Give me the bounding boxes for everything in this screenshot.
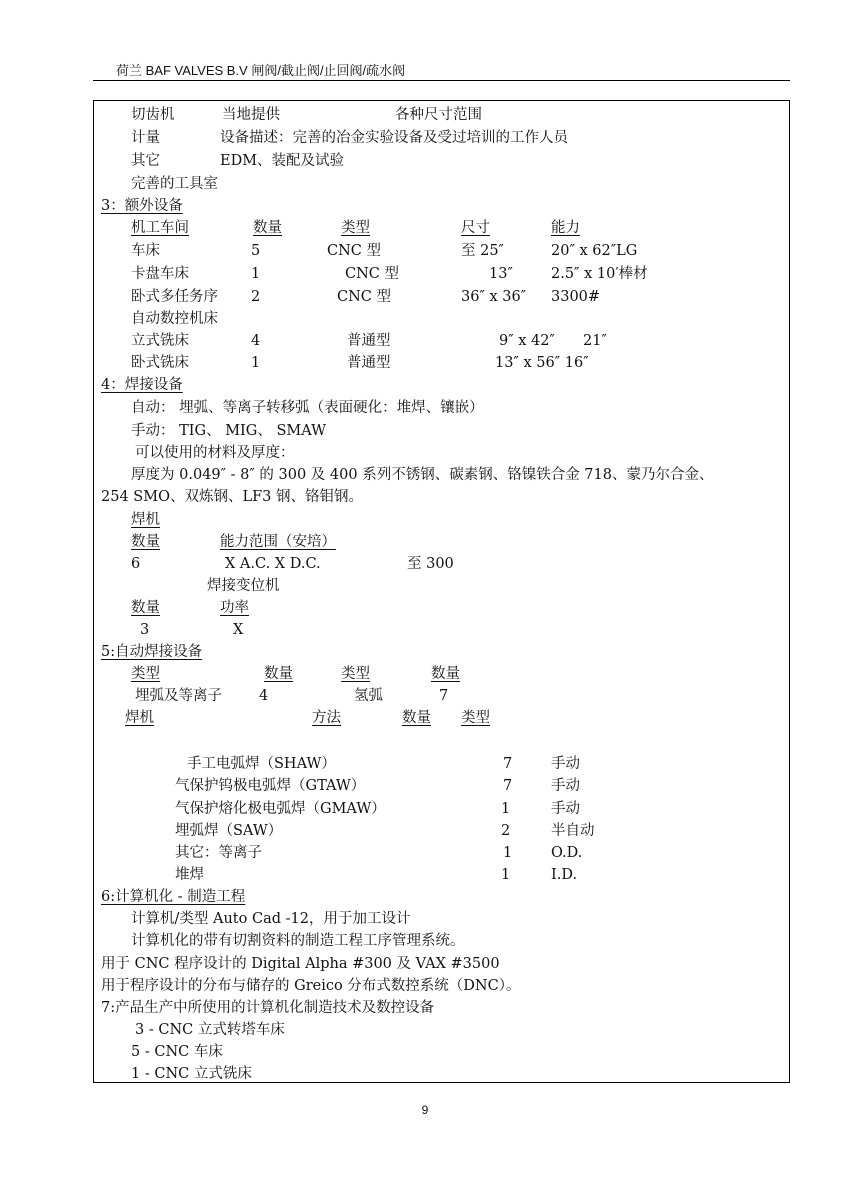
body-text: 自动： 埋弧、等离子转移弧（表面硬化：堆焊、镶嵌）	[131, 400, 484, 416]
body-text: X A.C. X D.C.	[225, 556, 321, 572]
body-text: 可以使用的材料及厚度：	[135, 445, 295, 461]
body-text: 手动	[551, 756, 580, 772]
body-text: 各种尺寸范围	[395, 107, 482, 123]
body-text: 计量	[131, 130, 160, 146]
body-text: 1	[251, 355, 261, 371]
heading-text: 类型	[341, 220, 370, 236]
body-text: 埋弧焊（SAW）	[175, 823, 283, 839]
body-text: 立式铣床	[131, 333, 189, 349]
body-text: X	[233, 622, 244, 638]
body-text: 埋弧及等离子	[135, 688, 222, 704]
body-text: 用于程序设计的分布与储存的 Greico 分布式数控系统（DNC）。	[101, 978, 521, 994]
body-text: 厚度为 0.049″ - 8″ 的 300 及 400 系列不锈钢、碳素钢、铬镍铁合金 718、蒙乃尔合金、	[131, 467, 714, 483]
body-text: 7	[439, 688, 449, 704]
body-text: 气保护钨极电弧焊（GTAW）	[175, 778, 366, 794]
heading-text: 数量	[131, 534, 160, 550]
body-text: 1	[501, 801, 511, 817]
page-number: 9	[421, 1103, 429, 1117]
heading-text: 尺寸	[461, 220, 490, 236]
heading-text: 数量	[431, 666, 460, 682]
body-text: CNC 型	[337, 289, 391, 305]
body-text: 36″ x 36″	[461, 289, 527, 305]
body-text: EDM、装配及试验	[220, 153, 345, 169]
body-text: 1	[501, 867, 511, 883]
body-text: 13″	[489, 266, 513, 282]
body-text: 21″	[583, 333, 607, 349]
body-text: 6	[131, 556, 141, 572]
body-text: 其它	[131, 153, 160, 169]
body-text: 设备描述：完善的冶金实验设备及受过培训的工作人员	[220, 130, 568, 146]
body-text: 卧式铣床	[131, 355, 189, 371]
body-text: 254 SMO、双炼钢、LF3 钢、铬钼钢。	[101, 489, 363, 505]
body-text: 切齿机	[131, 107, 175, 123]
heading-text: 焊机	[131, 512, 160, 528]
body-text: 2.5″ x 10′棒材	[551, 266, 648, 282]
heading-text: 3：额外设备	[101, 198, 183, 214]
body-text: 自动数控机床	[131, 311, 218, 327]
body-text: 5	[251, 243, 261, 259]
body-text: 20″ x 62″LG	[551, 243, 638, 259]
heading-text: 4：焊接设备	[101, 377, 183, 393]
body-text: 4	[251, 333, 261, 349]
body-text: 堆焊	[175, 867, 204, 883]
body-text: 手动	[551, 801, 580, 817]
heading-text: 类型	[461, 710, 490, 726]
body-text: 普通型	[347, 333, 391, 349]
body-text: 7:产品生产中所使用的计算机化制造技术及数控设备	[101, 1000, 435, 1016]
body-text: 13″ x 56″ 16″	[495, 355, 589, 371]
body-text: 当地提供	[222, 107, 280, 123]
body-text: 卡盘车床	[131, 266, 189, 282]
body-text: 手动	[551, 778, 580, 794]
heading-text: 数量	[264, 666, 293, 682]
body-text: 7	[503, 756, 513, 772]
body-text: 1	[251, 266, 261, 282]
body-text: 9″ x 42″	[499, 333, 555, 349]
heading-text: 数量	[253, 220, 282, 236]
body-text: CNC 型	[327, 243, 381, 259]
heading-text: 机工车间	[131, 220, 189, 236]
body-text: I.D.	[551, 867, 578, 883]
heading-text: 能力	[551, 220, 580, 236]
page-header: 荷兰 BAF VALVES B.V 闸阀/截止阀/止回阀/疏水阀	[116, 63, 406, 78]
heading-text: 5:自动焊接设备	[101, 644, 203, 660]
body-text: 2	[501, 823, 511, 839]
body-text: 3	[140, 622, 150, 638]
body-text: 车床	[131, 243, 160, 259]
body-text: 3300#	[551, 289, 601, 305]
body-text: 1	[503, 845, 513, 861]
heading-text: 类型	[341, 666, 370, 682]
body-text: 至 25″	[461, 243, 504, 259]
body-text: 7	[503, 778, 513, 794]
body-text: 1 - CNC 立式铣床	[131, 1066, 252, 1082]
heading-text: 类型	[131, 666, 160, 682]
header-rule	[93, 80, 790, 81]
body-text: 手工电弧焊（SHAW）	[187, 756, 336, 772]
body-text: CNC 型	[345, 266, 399, 282]
body-text: 气保护熔化极电弧焊（GMAW）	[175, 801, 386, 817]
body-text: 氢弧	[354, 688, 383, 704]
body-text: 焊接变位机	[207, 578, 280, 594]
body-text: 2	[251, 289, 261, 305]
body-text: 4	[259, 688, 269, 704]
body-text: 至 300	[407, 556, 454, 572]
body-text: 计算机化的带有切割资料的制造工程工序管理系统。	[131, 933, 465, 949]
body-text: 手动： TIG、 MIG、 SMAW	[131, 423, 327, 439]
body-text: O.D.	[551, 845, 583, 861]
body-text: 3 - CNC 立式转塔车床	[135, 1022, 285, 1038]
body-text: 普通型	[347, 355, 391, 371]
heading-text: 功率	[220, 600, 249, 616]
body-text: 计算机/类型 Auto Cad -12，用于加工设计	[131, 911, 411, 927]
heading-text: 焊机	[125, 710, 154, 726]
body-text: 半自动	[551, 823, 595, 839]
body-text: 其它：等离子	[175, 845, 262, 861]
heading-text: 方法	[312, 710, 341, 726]
body-text: 完善的工具室	[131, 176, 218, 192]
heading-text: 能力范围（安培）	[220, 534, 336, 550]
body-text: 卧式多任务序	[131, 289, 218, 305]
heading-text: 数量	[402, 710, 431, 726]
body-text: 用于 CNC 程序设计的 Digital Alpha #300 及 VAX #3500	[101, 956, 500, 972]
body-text: 5 - CNC 车床	[131, 1044, 223, 1060]
heading-text: 6:计算机化 - 制造工程	[101, 889, 246, 905]
heading-text: 数量	[131, 600, 160, 616]
